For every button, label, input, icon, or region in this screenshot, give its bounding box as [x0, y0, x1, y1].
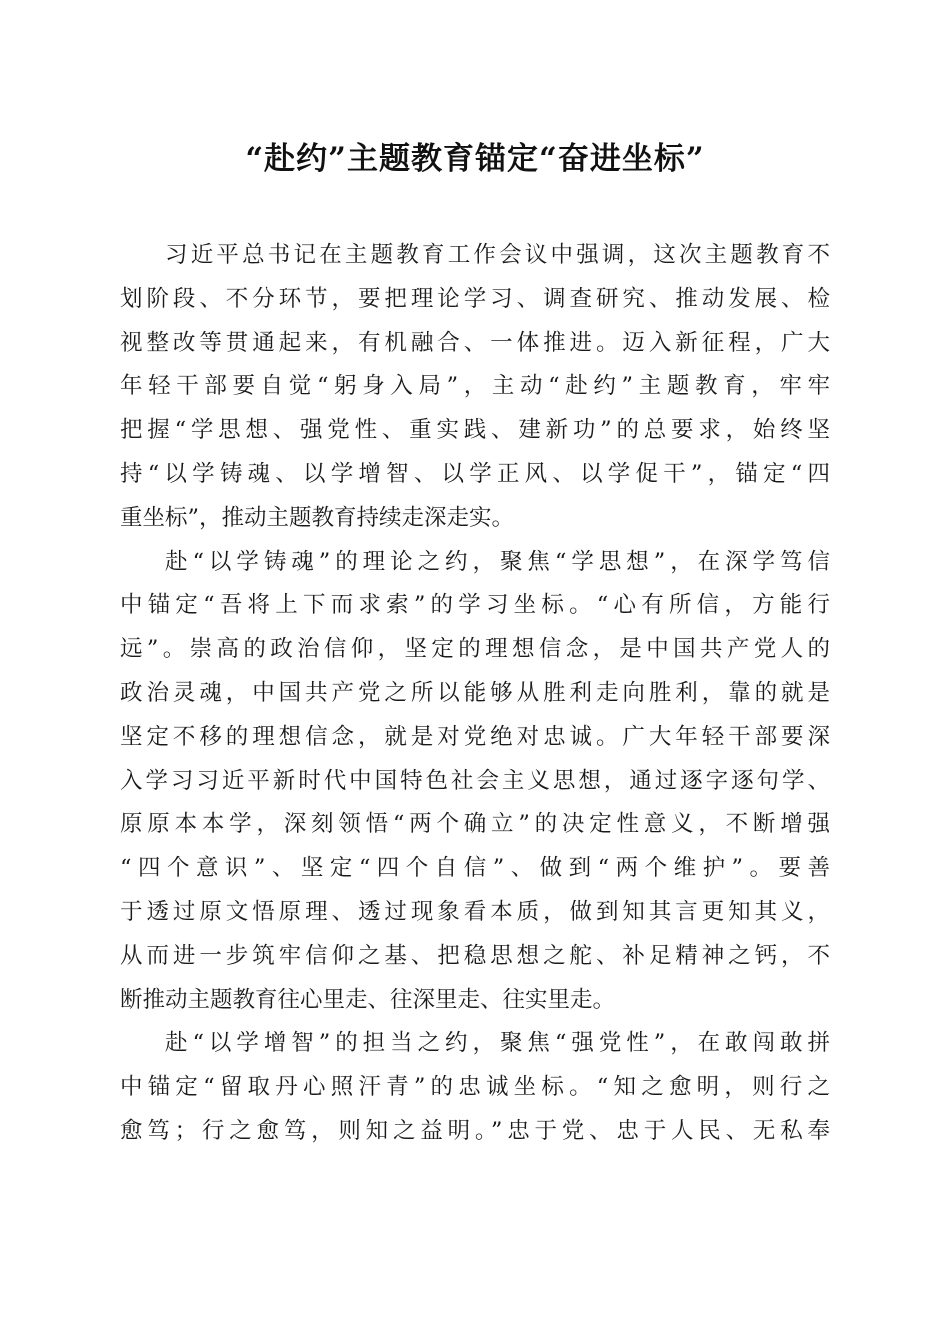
text-line: 习近平总书记在主题教育工作会议中强调，这次主题教育不 [165, 242, 830, 268]
text-line: 从而进一步筑牢信仰之基、把稳思想之舵、补足精神之钙，不 [120, 942, 830, 969]
text-line: 视整改等贯通起来，有机融合、一体推进。迈入新征程，广大 [120, 329, 830, 356]
page-title: “赴约”主题教育锚定“奋进坐标” [245, 141, 705, 177]
text-line: 中锚定“吾将上下而求索”的学习坐标。“心有所信，方能行 [120, 592, 830, 619]
text-line: 远”。崇高的政治信仰，坚定的理想信念，是中国共产党人的 [120, 636, 830, 663]
text-line: 原原本本学，深刻领悟“两个确立”的决定性意义，不断增强 [120, 811, 830, 838]
text-line: 于透过原文悟原理、透过现象看本质，做到知其言更知其义， [120, 898, 830, 925]
text-line: 入学习习近平新时代中国特色社会主义思想，通过逐字逐句学、 [120, 767, 830, 794]
text-line: 断推动主题教育往心里走、往深里走、往实里走。 [120, 986, 616, 1013]
text-line: 愈笃；行之愈笃，则知之益明。”忠于党、忠于人民、无私奉 [120, 1117, 830, 1144]
text-line: 年轻干部要自觉“躬身入局”，主动“赴约”主题教育，牢牢 [120, 373, 830, 400]
text-line: 政治灵魂，中国共产党之所以能够从胜利走向胜利，靠的就是 [120, 679, 830, 706]
document-body [120, 234, 830, 1154]
text-line: 坚定不移的理想信念，就是对党绝对忠诚。广大年轻干部要深 [120, 723, 830, 750]
text-line: “四个意识”、坚定“四个自信”、做到“两个维护”。要善 [120, 855, 830, 882]
text-line: 重坐标”，推动主题教育持续走深走实。 [120, 504, 515, 531]
text-line: 赴“以学铸魂”的理论之约，聚焦“学思想”，在深学笃信 [165, 548, 830, 575]
text-line: 中锚定“留取丹心照汗青”的忠诚坐标。“知之愈明，则行之 [120, 1074, 830, 1101]
text-line: 赴“以学增智”的担当之约，聚焦“强党性”，在敢闯敢拼 [165, 1030, 830, 1057]
text-line: 把握“学思想、强党性、重实践、建新功”的总要求，始终坚 [120, 417, 830, 444]
text-line: 划阶段、不分环节，要把理论学习、调查研究、推动发展、检 [120, 285, 830, 312]
text-line: 持“以学铸魂、以学增智、以学正风、以学促干”，锚定“四 [120, 460, 830, 487]
